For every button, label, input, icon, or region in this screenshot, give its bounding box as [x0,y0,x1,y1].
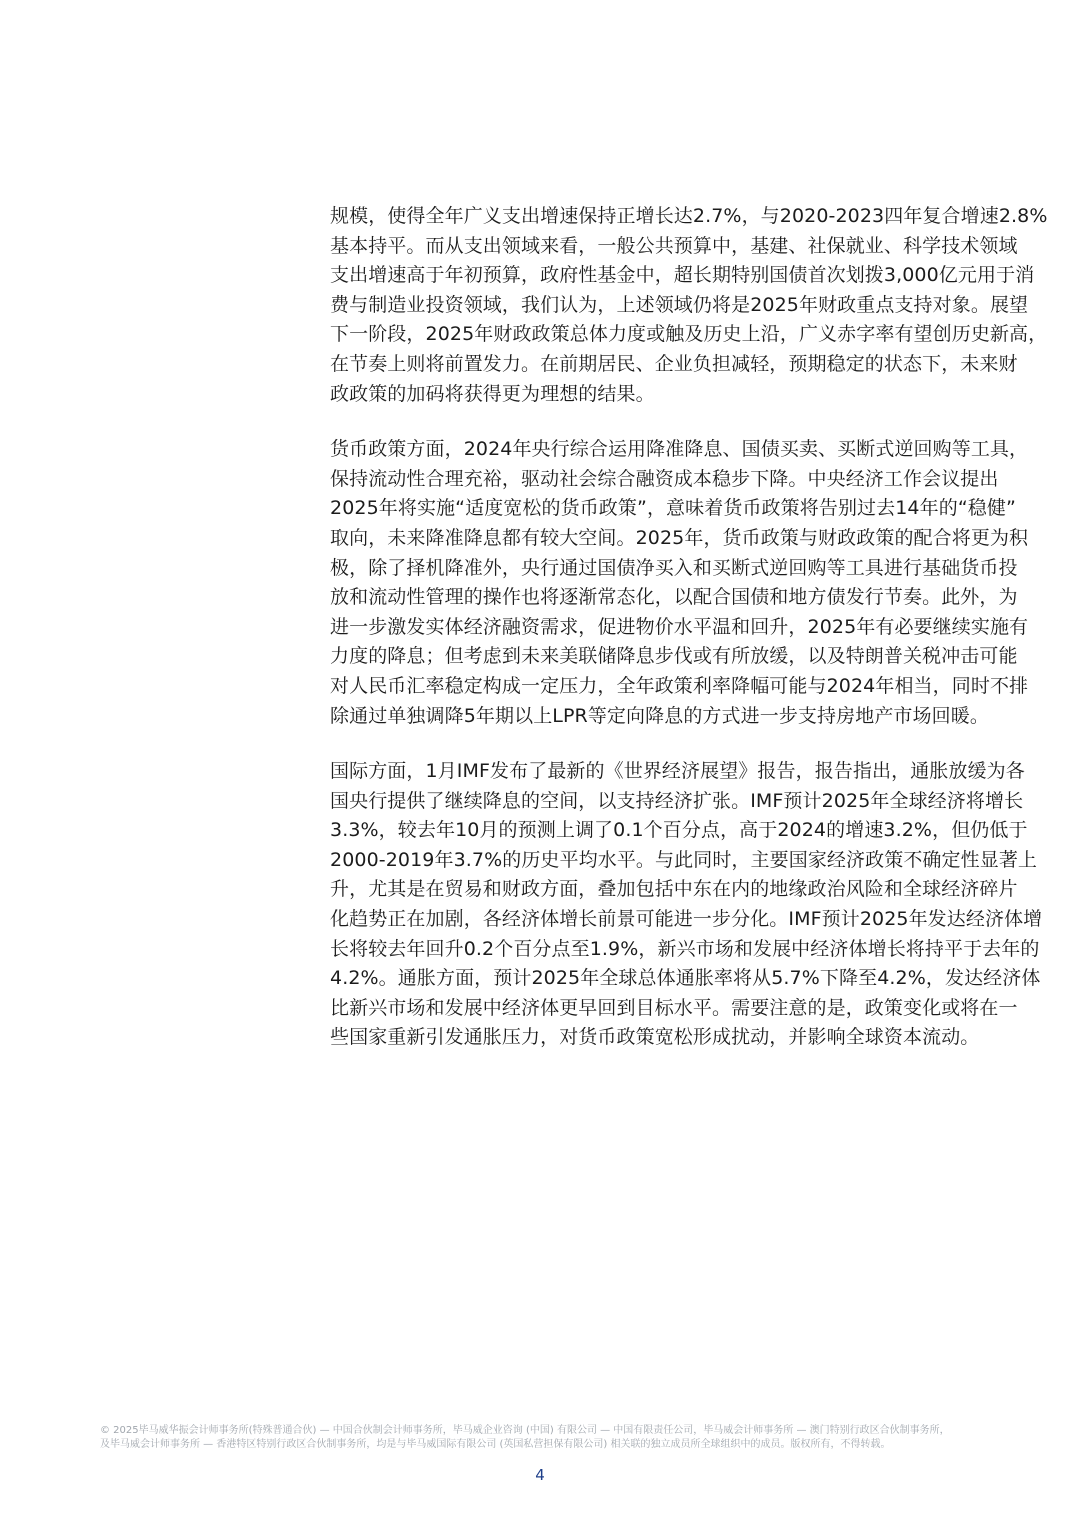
paragraph-monetary-policy [330,435,1029,731]
text-line: 4.2%。通胀方面，预计2025年全球总体通胀率将从5.7%下降至4.2%，发达经济体 [330,967,1041,990]
text-line: 极，除了择机降准外，央行通过国债净买入和买断式逆回购等工具进行基础货币投 [330,556,1018,579]
text-line: 3.3%，较去年10月的预测上调了0.1个百分点，高于2024的增速3.2%，但仍低于 [330,819,1028,842]
copyright-notice [100,1424,980,1452]
text-line: 货币政策方面，2024年央行综合运用降准降息、国债买卖、买断式逆回购等工具， [330,438,1029,461]
text-line: 化趋势正在加剧，各经济体增长前景可能进一步分化。IMF预计2025年发达经济体增 [330,908,1043,931]
page-number: 4 [535,1466,545,1484]
text-line: 升，尤其是在贸易和财政方面，叠加包括中东在内的地缘政治风险和全球经济碎片 [330,878,1018,901]
text-line: 2000-2019年3.7%的历史平均水平。与此同时，主要国家经济政策不确定性显著上 [330,848,1038,871]
text-line: 国央行提供了继续降息的空间，以支持经济扩张。IMF预计2025年全球经济将增长 [330,789,1024,812]
copyright-line: © 2025毕马威华振会计师事务所(特殊普通合伙) — 中国合伙制会计师事务所，毕马威企业咨询 (中国) 有限公司 — 中国有限责任公司，毕马威会计师事务所 — 澳门特别行政区合伙制事务所， [100,1425,950,1436]
text-line: 些国家重新引发通胀压力，对货币政策宽松形成扰动，并影响全球资本流动。 [330,1026,980,1049]
text-line: 长将较去年回升0.2个百分点至1.9%，新兴市场和发展中经济体增长将持平于去年的 [330,937,1040,960]
text-line: 基本持平。而从支出领域来看，一般公共预算中，基建、社保就业、科学技术领域 [330,234,1018,257]
text-line: 规模，使得全年广义支出增速保持正增长达2.7%，与2020-2023四年复合增速2.8% [330,205,1048,227]
text-line: 下一阶段，2025年财政政策总体力度或触及历史上沿，广义赤字率有望创历史新高， [330,323,1048,346]
paragraph-international [330,757,1043,1053]
text-line: 保持流动性合理充裕，驱动社会综合融资成本稳步下降。中央经济工作会议提出 [330,467,999,490]
text-line: 国际方面，1月IMF发布了最新的《世界经济展望》报告，报告指出，通胀放缓为各 [330,760,1025,783]
text-line: 放和流动性管理的操作也将逐渐常态化，以配合国债和地方债发行节奏。此外，为 [330,586,1018,609]
copyright-line: 及毕马威会计师事务所 — 香港特区特别行政区合伙制事务所，均是与毕马威国际有限公司 (英国私营担保有限公司) 相关联的独立成员所全球组织中的成员。版权所有，不得转载。 [100,1439,891,1450]
text-line: 费与制造业投资领域，我们认为，上述领域仍将是2025年财政重点支持对象。展望 [330,293,1029,316]
paragraph-fiscal-policy [330,202,1048,409]
text-line: 除通过单独调降5年期以上LPR等定向降息的方式进一步支持房地产市场回暖。 [330,704,989,727]
text-line: 2025年将实施“适度宽松的货币政策”，意味着货币政策将告别过去14年的“稳健” [330,497,1016,520]
text-line: 力度的降息；但考虑到未来美联储降息步伐或有所放缓，以及特朗普关税冲击可能 [330,645,1018,668]
text-line: 支出增速高于年初预算，政府性基金中，超长期特别国债首次划拨3,000亿元用于消 [330,264,1035,287]
text-line: 取向，未来降准降息都有较大空间。2025年，货币政策与财政政策的配合将更为积 [330,526,1029,549]
text-line: 比新兴市场和发展中经济体更早回到目标水平。需要注意的是，政策变化或将在一 [330,996,1018,1019]
text-line: 对人民币汇率稳定构成一定压力，全年政策利率降幅可能与2024年相当，同时不排 [330,674,1029,697]
body-text [330,202,1048,1079]
text-line: 在节奏上则将前置发力。在前期居民、企业负担减轻，预期稳定的状态下，未来财 [330,352,1018,375]
text-line: 进一步激发实体经济融资需求，促进物价水平温和回升，2025年有必要继续实施有 [330,615,1029,638]
page-footer [100,1424,980,1452]
text-line: 政政策的加码将获得更为理想的结果。 [330,382,655,405]
